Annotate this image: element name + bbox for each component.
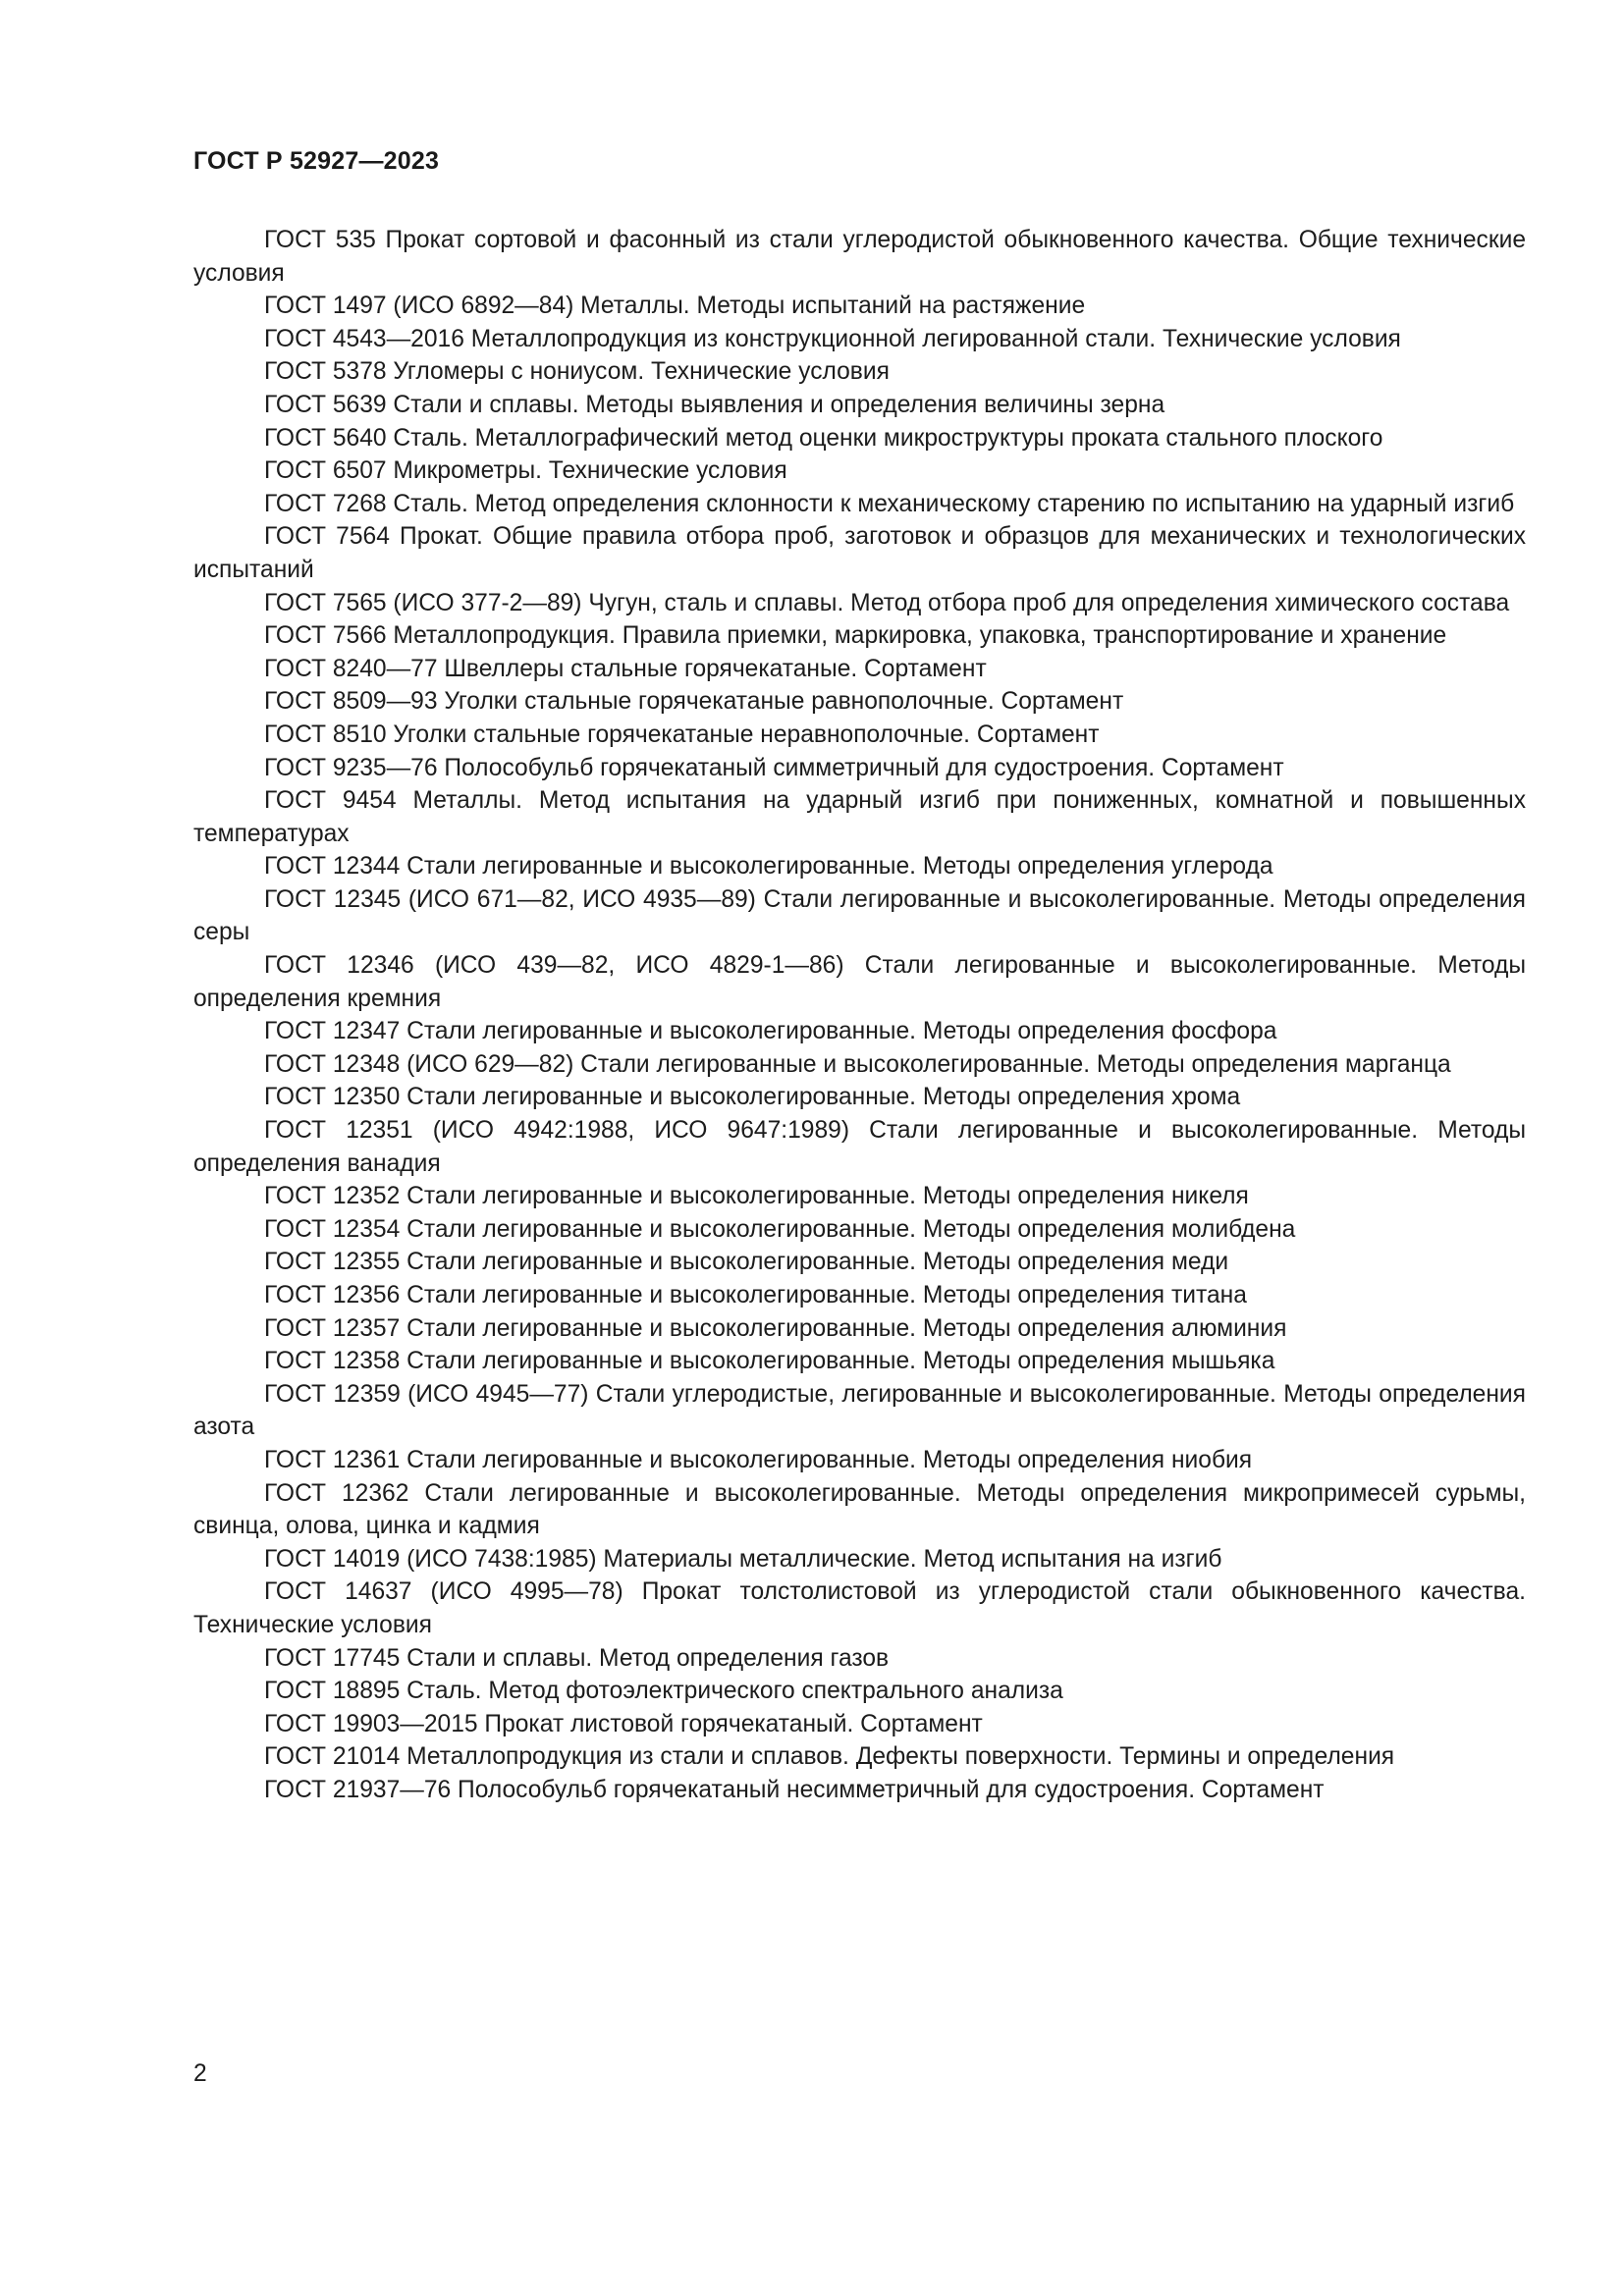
reference-item: ГОСТ 8240—77 Швеллеры стальные горячекатаные. Сортамент [264, 655, 987, 682]
reference-item: ГОСТ 9454 Металлы. Метод испытания на ударный изгиб при пониженных, комнатной и повышенных температурах [193, 787, 1526, 847]
document-header: ГОСТ Р 52927—2023 [193, 147, 440, 175]
reference-item: ГОСТ 6507 Микрометры. Технические условия [264, 457, 787, 485]
reference-item: ГОСТ 21014 Металлопродукция из стали и сплавов. Дефекты поверхности. Термины и определения [264, 1743, 1395, 1771]
reference-item: ГОСТ 12362 Стали легированные и высоколегированные. Методы определения микропримесей сурьмы, свинца, олова, цинка и кадмия [193, 1479, 1526, 1540]
reference-item: ГОСТ 12355 Стали легированные и высоколегированные. Методы определения меди [264, 1249, 1229, 1276]
reference-item: ГОСТ 12356 Стали легированные и высоколегированные. Методы определения титана [264, 1282, 1247, 1308]
reference-item: ГОСТ 12351 (ИСО 4942:1988, ИСО 9647:1989) Стали легированные и высоколегированные. Методы определения ванадия [193, 1117, 1526, 1177]
reference-item: ГОСТ 14019 (ИСО 7438:1985) Материалы металлические. Метод испытания на изгиб [264, 1545, 1222, 1573]
reference-item: ГОСТ 535 Прокат сортовой и фасонный из стали углеродистой обыкновенного качества. Общие технические условия [193, 227, 1526, 287]
reference-item: ГОСТ 12357 Стали легированные и высоколегированные. Методы определения алюминия [264, 1314, 1287, 1342]
reference-item: ГОСТ 12359 (ИСО 4945—77) Стали углеродистые, легированные и высоколегированные. Методы определения азота [193, 1380, 1526, 1441]
reference-item: ГОСТ 12354 Стали легированные и высоколегированные. Методы определения молибдена [264, 1215, 1296, 1243]
reference-item: ГОСТ 5378 Угломеры с нониусом. Технические условия [264, 358, 890, 386]
reference-item: ГОСТ 7564 Прокат. Общие правила отбора проб, заготовок и образцов для механических и технологических испытаний [193, 523, 1526, 583]
reference-item: ГОСТ 21937—76 Полособульб горячекатаный несимметричный для судостроения. Сортамент [264, 1776, 1325, 1803]
reference-item: ГОСТ 7268 Сталь. Метод определения склонности к механическому старению по испытанию на ударный изгиб [264, 490, 1515, 517]
page-number: 2 [193, 2060, 207, 2087]
reference-item: ГОСТ 7566 Металлопродукция. Правила приемки, маркировка, упаковка, транспортирование и хранение [264, 622, 1447, 650]
reference-item: ГОСТ 5639 Стали и сплавы. Методы выявления и определения величины зерна [264, 391, 1165, 418]
reference-item: ГОСТ 5640 Сталь. Металлографический метод оценки микроструктуры проката стального плоского [264, 424, 1383, 452]
reference-item: ГОСТ 12345 (ИСО 671—82, ИСО 4935—89) Стали легированные и высоколегированные. Методы определения серы [193, 885, 1526, 946]
reference-item: ГОСТ 12347 Стали легированные и высоколегированные. Методы определения фосфора [264, 1018, 1277, 1045]
normative-references-list [193, 224, 1526, 1807]
reference-item: ГОСТ 4543—2016 Металлопродукция из конструкционной легированной стали. Технические условия [264, 325, 1401, 352]
reference-item: ГОСТ 8510 Уголки стальные горячекатаные неравнополочные. Сортамент [264, 721, 1100, 748]
reference-item: ГОСТ 19903—2015 Прокат листовой горячекатаный. Сортамент [264, 1710, 983, 1737]
reference-item: ГОСТ 12346 (ИСО 439—82, ИСО 4829-1—86) Стали легированные и высоколегированные. Методы определения кремния [193, 952, 1526, 1012]
reference-item: ГОСТ 12361 Стали легированные и высоколегированные. Методы определения ниобия [264, 1446, 1253, 1473]
reference-item: ГОСТ 14637 (ИСО 4995—78) Прокат толстолистовой из углеродистой стали обыкновенного качества. Технические условия [193, 1578, 1526, 1638]
reference-item: ГОСТ 7565 (ИСО 377-2—89) Чугун, сталь и сплавы. Метод отбора проб для определения химического состава [264, 589, 1510, 616]
reference-item: ГОСТ 12350 Стали легированные и высоколегированные. Методы определения хрома [264, 1084, 1241, 1111]
reference-item: ГОСТ 8509—93 Уголки стальные горячекатаные равнополочные. Сортамент [264, 688, 1124, 716]
reference-item: ГОСТ 18895 Сталь. Метод фотоэлектрического спектрального анализа [264, 1678, 1063, 1705]
reference-item: ГОСТ 12344 Стали легированные и высоколегированные. Методы определения углерода [264, 853, 1273, 881]
reference-item: ГОСТ 9235—76 Полособульб горячекатаный симметричный для судостроения. Сортамент [264, 754, 1284, 781]
reference-item: ГОСТ 1497 (ИСО 6892—84) Металлы. Методы испытаний на растяжение [264, 293, 1086, 320]
reference-item: ГОСТ 17745 Стали и сплавы. Метод определения газов [264, 1644, 890, 1672]
reference-item: ГОСТ 12348 (ИСО 629—82) Стали легированные и высоколегированные. Методы определения марганца [264, 1050, 1451, 1078]
reference-item: ГОСТ 12358 Стали легированные и высоколегированные. Методы определения мышьяка [264, 1348, 1275, 1375]
reference-item: ГОСТ 12352 Стали легированные и высоколегированные. Методы определения никеля [264, 1183, 1249, 1210]
